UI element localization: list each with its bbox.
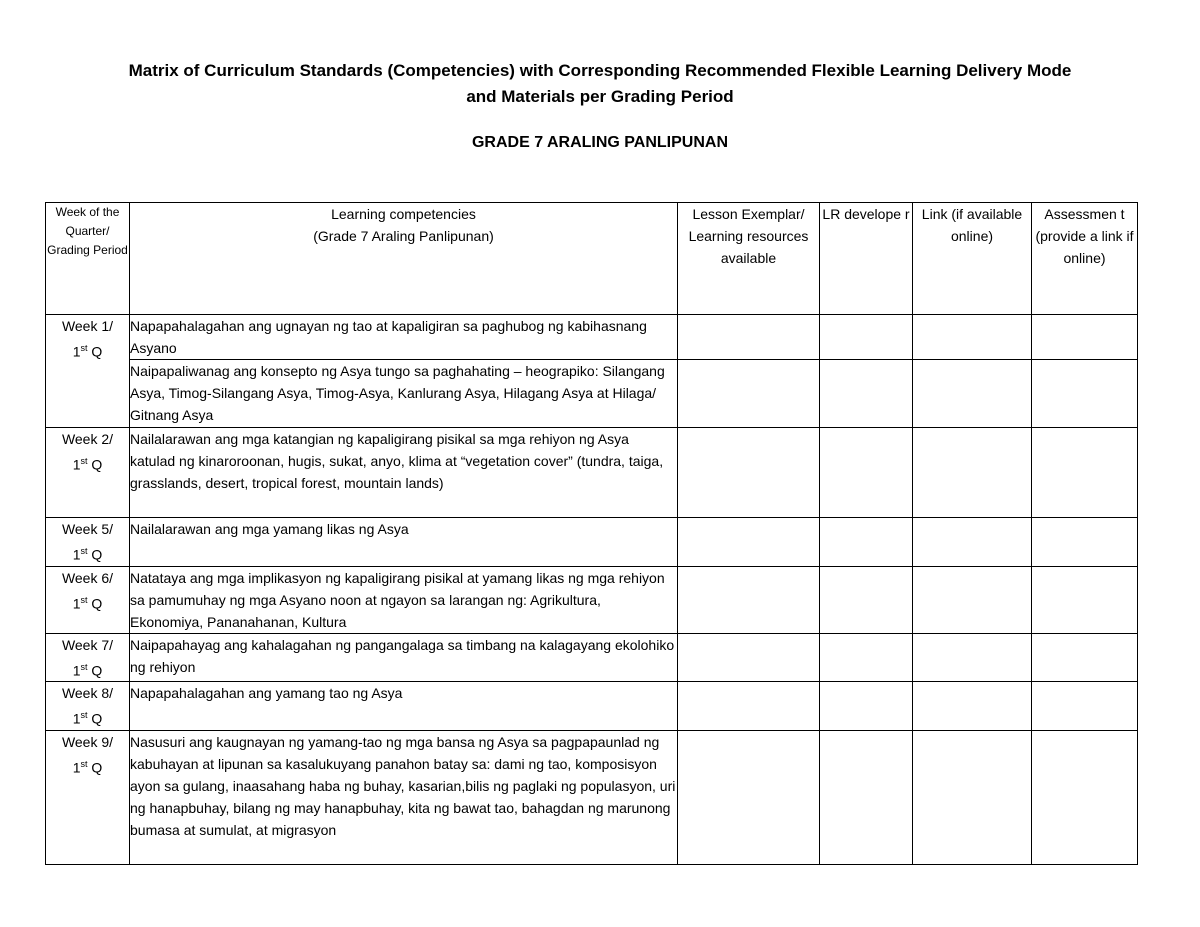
week-label: Week 1/ (61, 318, 114, 334)
quarter-label: Q (91, 662, 103, 679)
week-label: Week 7/ (61, 636, 114, 653)
header-competencies (130, 203, 678, 315)
competency-cell: Natataya ang mga implikasyon ng kapaligirang pisikal at yamang likas ng mga rehiyon sa pamumuhay ng mga Asyano noon at ngayon sa larangan ng: Agrikultura, Ekonomiya, Pananahanan, Kultura (130, 566, 678, 633)
quarter-label: Q (91, 710, 103, 727)
competency-cell: Nailalarawan ang mga yamang likas ng Asya (130, 518, 678, 567)
table-row (46, 682, 1138, 731)
table-row (46, 518, 1138, 567)
competency-cell: Napapahalagahan ang ugnayan ng tao at kapaligiran sa paghubog ng kabihasnang Asyano (130, 315, 678, 360)
lr-cell (820, 682, 913, 731)
table-row (46, 360, 1138, 428)
header-assessment: Assessmen t (provide a link if online) (1032, 203, 1138, 315)
table-header-row (46, 203, 1138, 315)
link-cell (913, 428, 1032, 518)
assessment-cell (1032, 518, 1138, 567)
lr-cell (820, 428, 913, 518)
table-row (46, 730, 1138, 864)
week-label: Week 6/ (61, 569, 114, 586)
document-title-line1: Matrix of Curriculum Standards (Competencies) with Corresponding Recommended Flexible Learning Delivery Mode (128, 61, 1072, 80)
week-cell: Week 1/ 1st Q (46, 315, 130, 428)
link-cell (913, 566, 1032, 633)
quarter-label: Q (91, 456, 103, 473)
week-cell: Week 9/ 1st Q (46, 730, 130, 864)
week-label: Week 9/ (61, 733, 114, 750)
competency-cell: Naipapaliwanag ang konsepto ng Asya tungo sa paghahating – heograpiko: Silangang Asya, Timog-Silangang Asya, Timog-Asya, Kanlurang Asya, Hilagang Asya at Hilaga/ Gitnang Asya (130, 360, 678, 428)
quarter-label: Q (91, 546, 103, 563)
competency-cell: Naipapahayag ang kahalagahan ng pangangalaga sa timbang na kalagayang ekolohiko ng rehiyon (130, 633, 678, 682)
competency-matrix-table (45, 202, 1138, 865)
table-row (46, 566, 1138, 633)
lesson-cell (678, 360, 820, 428)
document-subtitle: GRADE 7 ARALING PANLIPUNAN (471, 134, 728, 151)
header-competencies-line2: (Grade 7 Araling Panlipunan) (313, 228, 494, 244)
link-cell (913, 682, 1032, 731)
lesson-cell (678, 315, 820, 360)
link-cell (913, 730, 1032, 864)
assessment-cell (1032, 730, 1138, 864)
week-cell: Week 6/ 1st Q (46, 566, 130, 633)
quarter-label: Q (91, 595, 103, 612)
week-cell: Week 8/ 1st Q (46, 682, 130, 731)
header-lesson-exemplar: Lesson Exemplar/ Learning resources available (678, 203, 820, 315)
assessment-cell (1032, 360, 1138, 428)
assessment-cell (1032, 633, 1138, 682)
table-row (46, 633, 1138, 682)
lesson-cell (678, 428, 820, 518)
quarter-label: Q (91, 343, 103, 360)
lesson-cell (678, 518, 820, 567)
assessment-cell (1032, 682, 1138, 731)
lr-cell (820, 315, 913, 360)
assessment-cell (1032, 428, 1138, 518)
competency-cell: Napapahalagahan ang yamang tao ng Asya (130, 682, 678, 731)
lr-cell (820, 566, 913, 633)
lesson-cell (678, 633, 820, 682)
competency-cell: Nailalarawan ang mga katangian ng kapaligirang pisikal sa mga rehiyon ng Asya katulad ng kinaroroonan, hugis, sukat, anyo, klima at “vegetation cover” (tundra, taiga, grasslands, desert, tropical forest, mountain lands) (130, 428, 678, 518)
table-row (46, 428, 1138, 518)
assessment-cell (1032, 315, 1138, 360)
document-title-line2: and Materials per Grading Period (466, 87, 734, 106)
assessment-cell (1032, 566, 1138, 633)
lr-cell (820, 633, 913, 682)
week-cell: Week 5/ 1st Q (46, 518, 130, 567)
week-label: Week 8/ (61, 685, 114, 702)
competency-cell: Nasusuri ang kaugnayan ng yamang-tao ng mga bansa ng Asya sa pagpapaunlad ng kabuhayan at lipunan sa kasalukuyang panahon batay sa: dami ng tao, komposisyon ayon sa gulang, inaasahang haba ng buhay, kasarian,bilis ng paglaki ng populasyon, uri ng hanapbuhay, bilang ng may hanapbuhay, kita ng bawat tao, bahagdan ng marunong bumasa at sumulat, at migrasyon (130, 730, 678, 864)
link-cell (913, 360, 1032, 428)
lesson-cell (678, 566, 820, 633)
week-label: Week 5/ (61, 521, 114, 537)
header-week: Week of the Quarter/ Grading Period (46, 203, 130, 315)
week-label: Week 2/ (61, 431, 114, 447)
table-row (46, 315, 1138, 360)
header-competencies-line1: Learning competencies (331, 206, 476, 222)
lesson-cell (678, 730, 820, 864)
lr-cell (820, 518, 913, 567)
link-cell (913, 315, 1032, 360)
lesson-cell (678, 682, 820, 731)
week-cell: Week 2/ 1st Q (46, 428, 130, 518)
lr-cell (820, 360, 913, 428)
header-link: Link (if available online) (913, 203, 1032, 315)
link-cell (913, 518, 1032, 567)
link-cell (913, 633, 1032, 682)
week-cell: Week 7/ 1st Q (46, 633, 130, 682)
quarter-label: Q (91, 759, 103, 776)
header-lr-developer: LR develope r (820, 203, 913, 315)
lr-cell (820, 730, 913, 864)
